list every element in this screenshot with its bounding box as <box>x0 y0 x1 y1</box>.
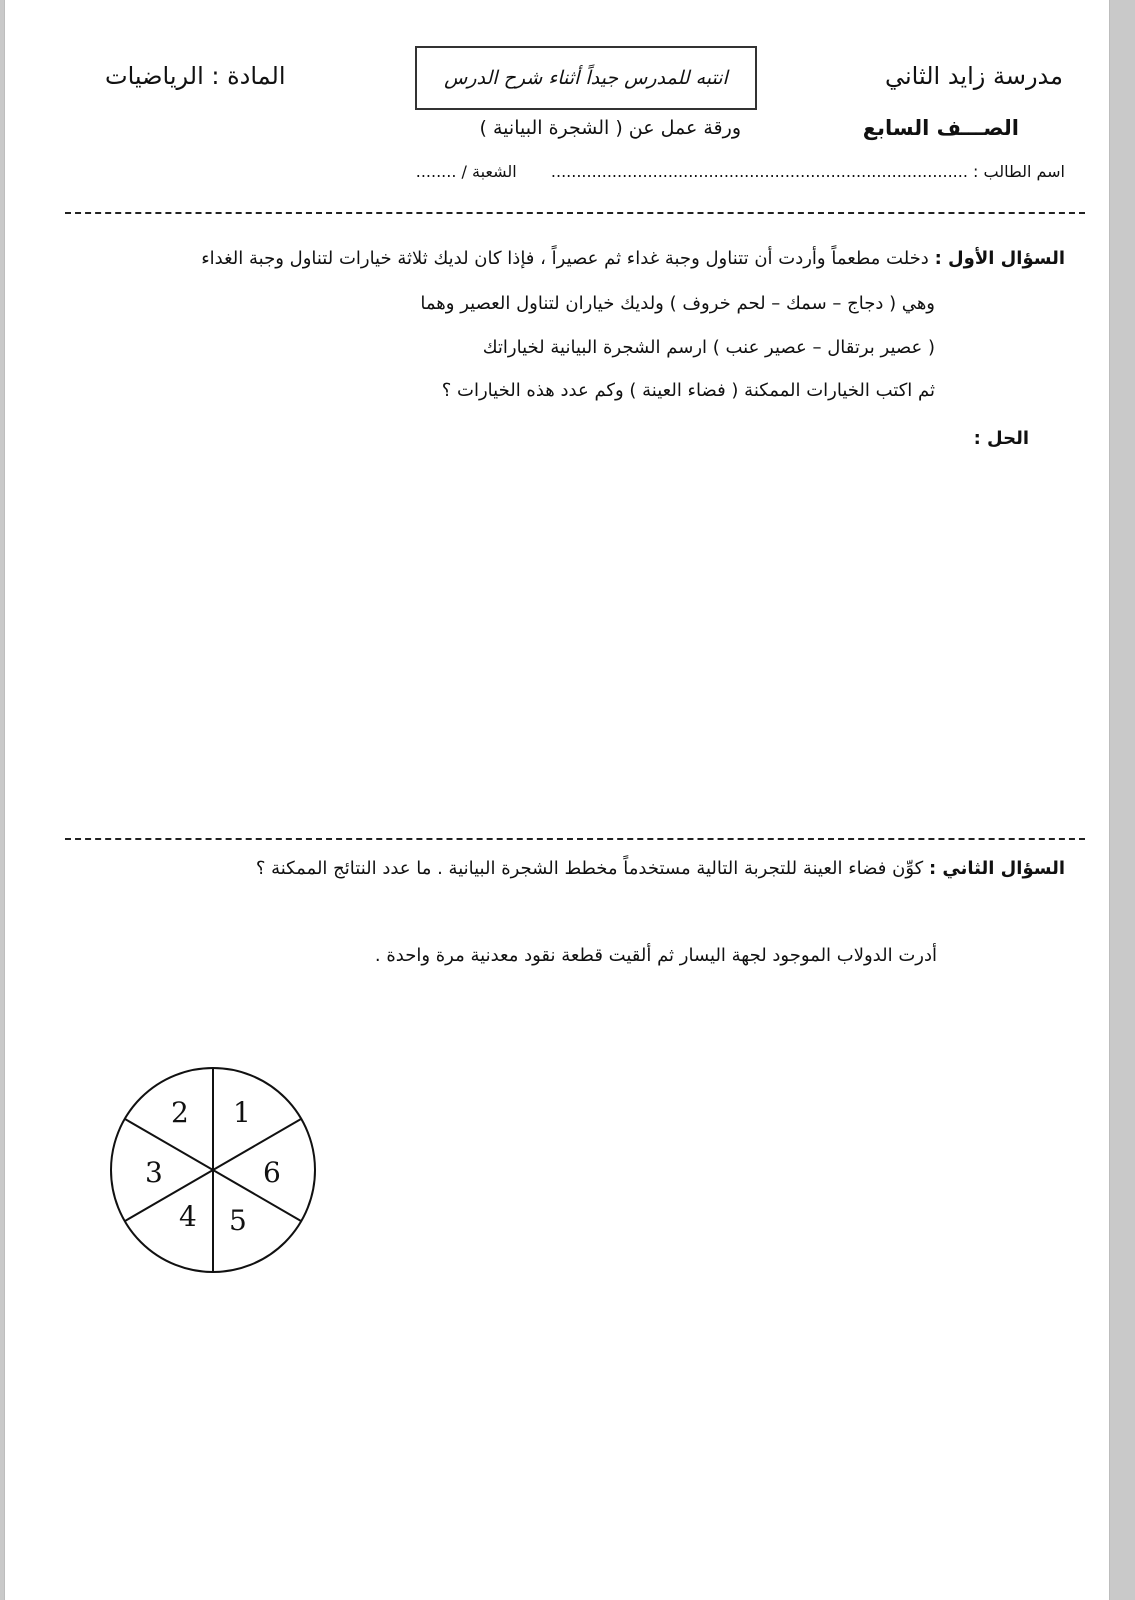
spinner-divider <box>213 1119 301 1170</box>
question1-line4: ثم اكتب الخيارات الممكنة ( فضاء العينة ) وكم عدد هذه الخيارات ؟ <box>441 380 935 401</box>
spinner-divider <box>125 1119 213 1170</box>
worksheet-title: ورقة عمل عن ( الشجرة البيانية ) <box>479 117 741 139</box>
spinner-wheel <box>109 1066 319 1276</box>
spinner-sector-3: 3 <box>145 1156 163 1189</box>
spinner-sector-1: 1 <box>233 1096 251 1129</box>
experiment-text: أدرت الدولاب الموجود لجهة اليسار ثم ألقيت قطعة نقود معدنية مرة واحدة . <box>374 945 937 966</box>
spinner-divider <box>125 1170 213 1221</box>
question1-label: السؤال الأول : <box>934 248 1065 269</box>
spinner-divider <box>213 1170 301 1221</box>
question1-text-line1: دخلت مطعماً وأردت أن تتناول وجبة غداء ثم عصيراً ، فإذا كان لديك ثلاثة خيارات لتناول وجبة الغداء <box>201 248 929 269</box>
spinner-sector-6: 6 <box>263 1156 281 1189</box>
question2-text: كوِّن فضاء العينة للتجربة التالية مستخدماً مخطط الشجرة البيانية . ما عدد النتائج الممكنة ؟ <box>255 858 924 879</box>
grade-label: الصـــف السابع <box>862 116 1019 140</box>
question2-label: السؤال الثاني : <box>928 858 1065 879</box>
student-name-field: اسم الطالب : .................................................................................. <box>550 162 1065 181</box>
divider-middle <box>65 838 1085 840</box>
solution-label: الحل : <box>973 428 1029 449</box>
question1-line3: ( عصير برتقال – عصير عنب ) ارسم الشجرة البيانية لخياراتك <box>482 337 935 358</box>
subject-label: المادة : الرياضيات <box>105 62 286 90</box>
worksheet-page <box>4 0 1110 1600</box>
question1-line1 <box>201 248 1065 270</box>
question1-line2: وهي ( دجاج – سمك – لحم خروف ) ولديك خياران لتناول العصير وهما <box>420 293 935 314</box>
question2-line <box>256 858 1065 880</box>
spinner-sector-4: 4 <box>179 1200 197 1233</box>
spinner-sector-2: 2 <box>171 1096 189 1129</box>
section-field: الشعبة / ........ <box>415 162 517 181</box>
spinner-sector-5: 5 <box>229 1204 247 1237</box>
notice-box: انتبه للمدرس جيداً أثناء شرح الدرس <box>415 46 757 110</box>
divider-top <box>65 212 1085 214</box>
school-name: مدرسة زايد الثاني <box>884 62 1063 90</box>
student-info-line <box>416 162 1065 181</box>
